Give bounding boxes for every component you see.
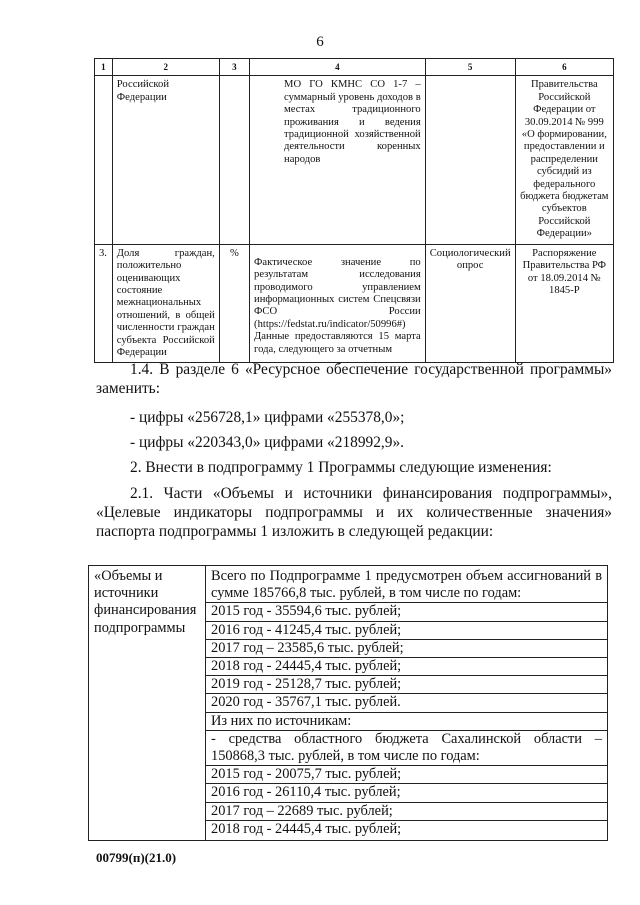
financing-line: 2017 год – 22689 тыс. рублей; bbox=[206, 803, 607, 821]
header-cell: 3 bbox=[219, 59, 249, 76]
calculation-method: МО ГО КМНС СО 1-7 – суммарный уровень доходов в местах традиционного проживания и ведения традиционной хозяйственной деятельности коренных народов bbox=[250, 76, 426, 244]
document-code: 00799(п)(21.0) bbox=[96, 850, 177, 865]
legal-basis: Распоряжение Правительства РФ от 18.09.2014 № 1845-Р bbox=[515, 244, 613, 363]
financing-line: - средства областного бюджета Сахалинской области – 150868,3 тыс. рублей, в том числе по годам: bbox=[206, 731, 607, 766]
unit-cell bbox=[219, 76, 249, 244]
financing-content bbox=[206, 566, 608, 841]
financing-line: 2017 год – 23585,6 тыс. рублей; bbox=[206, 640, 607, 658]
table-row bbox=[89, 566, 608, 841]
indicators-table bbox=[94, 58, 614, 363]
financing-line: 2018 год - 24445,4 тыс. рублей; bbox=[211, 820, 402, 837]
data-source: Социологический опрос bbox=[425, 244, 515, 363]
unit-cell: % bbox=[219, 244, 249, 363]
financing-line: Всего по Подпрограмме 1 предусмотрен объем ассигнований в сумме 185766,8 тыс. рублей, в том числе по годам: bbox=[206, 568, 607, 603]
table-header-row bbox=[95, 59, 614, 76]
legal-basis: Правительства Российской Федерации от 30.09.2014 № 999 «О формировании, предоставлении и распределении субсидий из федерального бюджета бюджетам субъектов Российской Федерации» bbox=[515, 76, 613, 244]
paragraph-replace-2: - цифры «220343,0» цифрами «218992,9». bbox=[130, 434, 405, 451]
financing-table bbox=[88, 565, 608, 841]
row-number bbox=[95, 76, 113, 244]
page-number: 6 bbox=[316, 34, 324, 50]
table-row bbox=[95, 76, 614, 244]
calculation-method: Фактическое значение по результатам исследования проводимого управлением информационных систем Спецсвязи ФСО России (https://fedstat.ru/indicator/50996#) Данные предоставляются 15 марта года, следующего за отчетным bbox=[250, 244, 426, 363]
header-cell: 2 bbox=[112, 59, 219, 76]
table-row bbox=[95, 244, 614, 363]
financing-line: 2015 год - 20075,7 тыс. рублей; bbox=[206, 766, 607, 784]
row-number: 3. bbox=[95, 244, 113, 363]
financing-line: 2020 год - 35767,1 тыс. рублей. bbox=[206, 694, 607, 712]
data-source bbox=[425, 76, 515, 244]
financing-line: Из них по источникам: bbox=[206, 713, 607, 731]
paragraph-2: 2. Внести в подпрограмму 1 Программы следующие изменения: bbox=[130, 459, 552, 476]
header-cell: 1 bbox=[95, 59, 113, 76]
header-cell: 4 bbox=[250, 59, 426, 76]
paragraph-replace-1: - цифры «256728,1» цифрами «255378,0»; bbox=[130, 409, 405, 426]
header-cell: 6 bbox=[515, 59, 613, 76]
financing-line: 2018 год - 24445,4 тыс. рублей; bbox=[206, 658, 607, 676]
financing-line: 2015 год - 35594,6 тыс. рублей; bbox=[206, 603, 607, 621]
financing-line: 2019 год - 25128,7 тыс. рублей; bbox=[206, 676, 607, 694]
financing-line: 2016 год - 41245,4 тыс. рублей; bbox=[206, 622, 607, 640]
indicator-name: Доля граждан, положительно оценивающих состояние межнациональных отношений, в общей численности граждан субъекта Российской Федерации bbox=[112, 244, 219, 363]
indicator-name: Российской Федерации bbox=[112, 76, 219, 244]
paragraph-2-1: 2.1. Части «Объемы и источники финансирования подпрограммы», «Целевые индикаторы подпрограммы и их количественные значения» паспорта подпрограммы 1 изложить в следующей редакции: bbox=[96, 485, 612, 540]
financing-label: «Объемы и источники финансирования подпрограммы bbox=[89, 566, 206, 841]
financing-line: 2016 год - 26110,4 тыс. рублей; bbox=[206, 784, 607, 802]
paragraph-1-4: 1.4. В разделе 6 «Ресурсное обеспечение государственной программы» заменить: bbox=[96, 361, 612, 397]
header-cell: 5 bbox=[425, 59, 515, 76]
